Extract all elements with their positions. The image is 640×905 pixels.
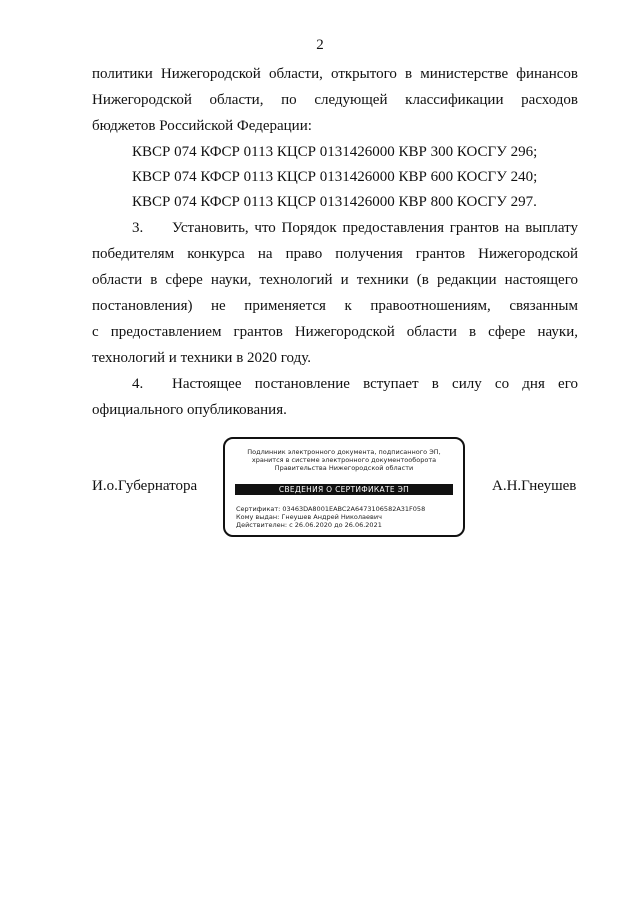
text-line: Нижегородской области, по следующей классификации расходов [92,92,578,108]
stamp-header-line: Правительства Нижегородской области [274,464,414,472]
text-line: с предоставлением грантов Нижегородской области в сфере науки, [92,324,578,340]
signatory-name: А.Н.Гнеушев [492,478,577,494]
certificate-validity: Действителен: с 26.06.2020 до 26.06.2021 [236,521,382,529]
item-number: 4. [132,376,144,392]
item-number: 3. [132,220,144,236]
certificate-details [236,505,455,529]
page-number: 2 [316,37,324,53]
stamp-header [231,448,457,472]
text-line: бюджетов Российской Федерации: [92,118,312,134]
text-line: официального опубликования. [92,402,287,418]
text-line: победителям конкурса на право получения грантов Нижегородской [92,246,578,262]
text-line: политики Нижегородской области, открытого в министерстве финансов [92,66,578,82]
certificate-number: Сертификат: 03463DA8001EABC2A6473106582A31F058 [236,505,426,513]
classification-line: КВСР 074 КФСР 0113 КЦСР 0131426000 КВР 300 КОСГУ 296; [132,144,538,160]
text-line: Настоящее постановление вступает в силу со дня его [172,376,578,392]
text-line: технологий и техники в 2020 году. [92,350,312,366]
certificate-owner: Кому выдан: Гнеушев Андрей Николаевич [236,513,382,521]
text-line: области в сфере науки, технологий и техники (в редакции настоящего [92,272,578,288]
stamp-header-line: Подлинник электронного документа, подписанного ЭП, [247,448,441,456]
text-line: Установить, что Порядок предоставления грантов на выплату [172,220,578,236]
electronic-signature-stamp [223,437,465,537]
signatory-title: И.о.Губернатора [92,478,198,494]
classification-line: КВСР 074 КФСР 0113 КЦСР 0131426000 КВР 800 КОСГУ 297. [132,194,537,210]
stamp-band-title: СВЕДЕНИЯ О СЕРТИФИКАТЕ ЭП [235,484,453,495]
text-line: постановления) не применяется к правоотношениям, связанным [92,298,578,314]
stamp-header-line: хранится в системе электронного документооборота [251,456,437,464]
classification-line: КВСР 074 КФСР 0113 КЦСР 0131426000 КВР 600 КОСГУ 240; [132,169,538,185]
